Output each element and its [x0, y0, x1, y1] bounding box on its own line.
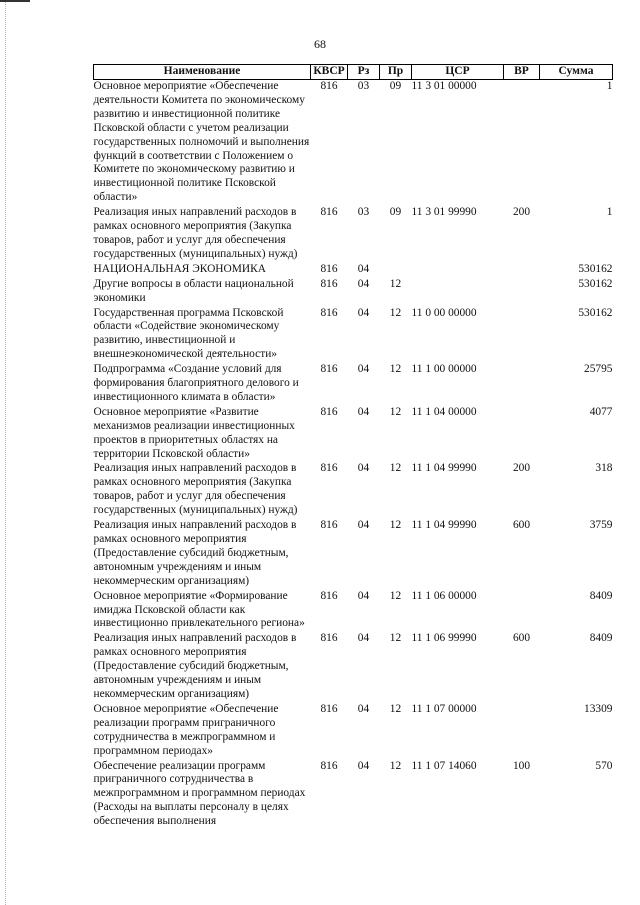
row-name: Другие вопросы в области национальной экономики	[93, 277, 294, 304]
row-csr: 11 1 04 00000	[411, 405, 477, 418]
row-kvsr: 816	[320, 702, 338, 715]
row-rz: 04	[357, 262, 370, 275]
row-vr	[504, 363, 540, 406]
row-rz: 03	[357, 80, 370, 92]
row-csr	[412, 278, 504, 307]
row-csr: 11 1 04 99990	[411, 519, 477, 532]
row-vr	[504, 406, 540, 463]
row-rz: 04	[357, 759, 370, 772]
row-csr: 11 1 04 99990	[411, 462, 477, 475]
row-rz: 04	[357, 277, 370, 290]
row-vr	[504, 590, 540, 633]
row-vr: 200	[512, 206, 531, 219]
row-sum: 530162	[578, 262, 613, 275]
row-csr	[412, 263, 504, 278]
row-sum: 1	[606, 206, 613, 219]
row-pr: 12	[389, 519, 402, 532]
page-number: 68	[314, 37, 326, 51]
row-kvsr: 816	[320, 363, 338, 376]
row-rz: 04	[357, 306, 370, 319]
row-kvsr: 816	[320, 462, 338, 475]
header-pr: Пр	[380, 65, 412, 80]
row-kvsr: 816	[320, 405, 338, 418]
row-csr: 11 1 00 00000	[411, 363, 477, 376]
row-pr: 12	[389, 405, 402, 418]
row-kvsr: 816	[320, 589, 338, 602]
row-kvsr: 816	[320, 632, 338, 645]
header-sum: Сумма	[540, 65, 613, 80]
row-name: Реализация иных направлений расходов в рамках основного мероприятия (Закупка товаров, работ и услуг для обеспечения государственных (муниципальных) нужд)	[93, 462, 298, 517]
row-sum: 3759	[589, 519, 613, 532]
table-row	[94, 263, 613, 278]
table-row	[94, 80, 613, 207]
row-vr	[504, 263, 540, 278]
table-row	[94, 590, 613, 633]
row-sum: 8409	[589, 589, 613, 602]
header-kvsr: КВСР	[311, 65, 348, 80]
row-vr	[504, 278, 540, 307]
row-pr: 12	[389, 632, 402, 645]
header-name: Наименование	[94, 65, 311, 80]
row-name: Реализация иных направлений расходов в рамках основного мероприятия (Предоставление субсидий бюджетным, автономным учреждениям и иным некоммерческим организациям)	[93, 519, 297, 587]
row-name: Обеспечение реализации программ приграничного сотрудничества в межпрограммном и программном периодах (Расходы на выплаты персоналу в целях обеспечения выполнения	[93, 759, 306, 828]
row-name: Основное мероприятие «Обеспечение деятельности Комитета по экономическому развитию и инвестиционной политике Псковской области с учетом реализации государственных полномочий и выполнения функций в соответствии с Положением о Комитете по экономическому развитию и инвестиционной политике Псковской области»	[93, 80, 310, 204]
row-name: НАЦИОНАЛЬНАЯ ЭКОНОМИКА	[93, 262, 266, 275]
table-row	[94, 703, 613, 760]
row-rz: 04	[357, 702, 370, 715]
row-name: Государственная программа Псковской области «Содействие экономическому развитию, инвестиционной и внешнеэкономической деятельности»	[93, 306, 284, 361]
row-sum: 4077	[589, 405, 613, 418]
row-sum: 25795	[584, 363, 613, 376]
row-kvsr: 816	[320, 759, 338, 772]
row-sum: 530162	[578, 306, 613, 319]
table-row	[94, 206, 613, 263]
row-pr: 12	[389, 462, 402, 475]
table-row	[94, 406, 613, 463]
row-kvsr: 816	[320, 519, 338, 532]
row-sum: 1	[606, 80, 613, 92]
row-csr: 11 3 01 99990	[411, 206, 477, 219]
row-pr: 09	[389, 80, 402, 92]
row-sum: 530162	[578, 277, 613, 290]
row-sum: 8409	[589, 632, 613, 645]
header-csr: ЦСР	[412, 65, 504, 80]
row-rz: 04	[357, 589, 370, 602]
row-rz: 03	[357, 206, 370, 219]
row-pr	[380, 263, 412, 278]
row-kvsr: 816	[320, 277, 338, 290]
scan-edge-line	[5, 0, 6, 905]
table-row	[94, 278, 613, 307]
row-csr: 11 1 06 00000	[411, 589, 477, 602]
row-rz: 04	[357, 632, 370, 645]
row-pr: 12	[389, 363, 402, 376]
row-kvsr: 816	[320, 306, 338, 319]
row-vr	[504, 307, 540, 364]
row-rz: 04	[357, 519, 370, 532]
row-vr: 600	[512, 632, 531, 645]
row-rz: 04	[357, 462, 370, 475]
header-vr: ВР	[504, 65, 540, 80]
row-kvsr: 816	[320, 206, 338, 219]
row-rz: 04	[357, 405, 370, 418]
table-row	[94, 760, 613, 831]
row-vr	[504, 703, 540, 760]
row-pr: 12	[389, 589, 402, 602]
scan-corner-mark	[0, 0, 30, 12]
row-csr: 11 0 00 00000	[411, 306, 477, 319]
row-pr: 12	[389, 759, 402, 772]
row-kvsr: 816	[320, 262, 338, 275]
row-pr: 09	[389, 206, 402, 219]
row-pr: 12	[389, 277, 402, 290]
table-row	[94, 519, 613, 590]
table-header-row	[94, 65, 613, 80]
row-name: Основное мероприятие «Развитие механизмов реализации инвестиционных проектов в приоритетных областях на территории Псковской области»	[93, 405, 295, 460]
row-csr: 11 1 07 00000	[411, 702, 477, 715]
row-pr: 12	[389, 702, 402, 715]
row-sum: 13309	[584, 702, 613, 715]
row-pr: 12	[389, 306, 402, 319]
header-rz: Рз	[348, 65, 380, 80]
row-name: Основное мероприятие «Обеспечение реализации программ приграничного сотрудничества в межпрограммном и программном периодах»	[93, 702, 279, 757]
row-name: Подпрограмма «Создание условий для формирования благоприятного делового и инвестиционного климата в области»	[93, 363, 299, 403]
row-vr	[504, 80, 540, 207]
row-csr: 11 1 06 99990	[411, 632, 477, 645]
row-name: Реализация иных направлений расходов в рамках основного мероприятия (Закупка товаров, работ и услуг для обеспечения государственных (муниципальных) нужд)	[93, 206, 298, 260]
row-vr: 100	[512, 759, 531, 772]
table-row	[94, 363, 613, 406]
row-kvsr: 816	[320, 80, 338, 92]
row-csr: 11 3 01 00000	[411, 80, 477, 92]
row-name: Реализация иных направлений расходов в рамках основного мероприятия (Предоставление субсидий бюджетным, автономным учреждениям и иным некоммерческим организациям)	[93, 632, 297, 700]
row-vr: 200	[512, 462, 531, 475]
table-row	[94, 632, 613, 703]
table-row	[94, 307, 613, 364]
row-name: Основное мероприятие «Формирование имиджа Псковской области как инвестиционно привлекательного региона»	[93, 589, 305, 630]
table-row	[94, 462, 613, 519]
row-sum: 318	[595, 462, 613, 475]
row-vr: 600	[512, 519, 531, 532]
row-sum: 570	[595, 759, 613, 772]
row-rz: 04	[357, 363, 370, 376]
budget-table	[93, 64, 613, 830]
row-csr: 11 1 07 14060	[411, 759, 477, 772]
